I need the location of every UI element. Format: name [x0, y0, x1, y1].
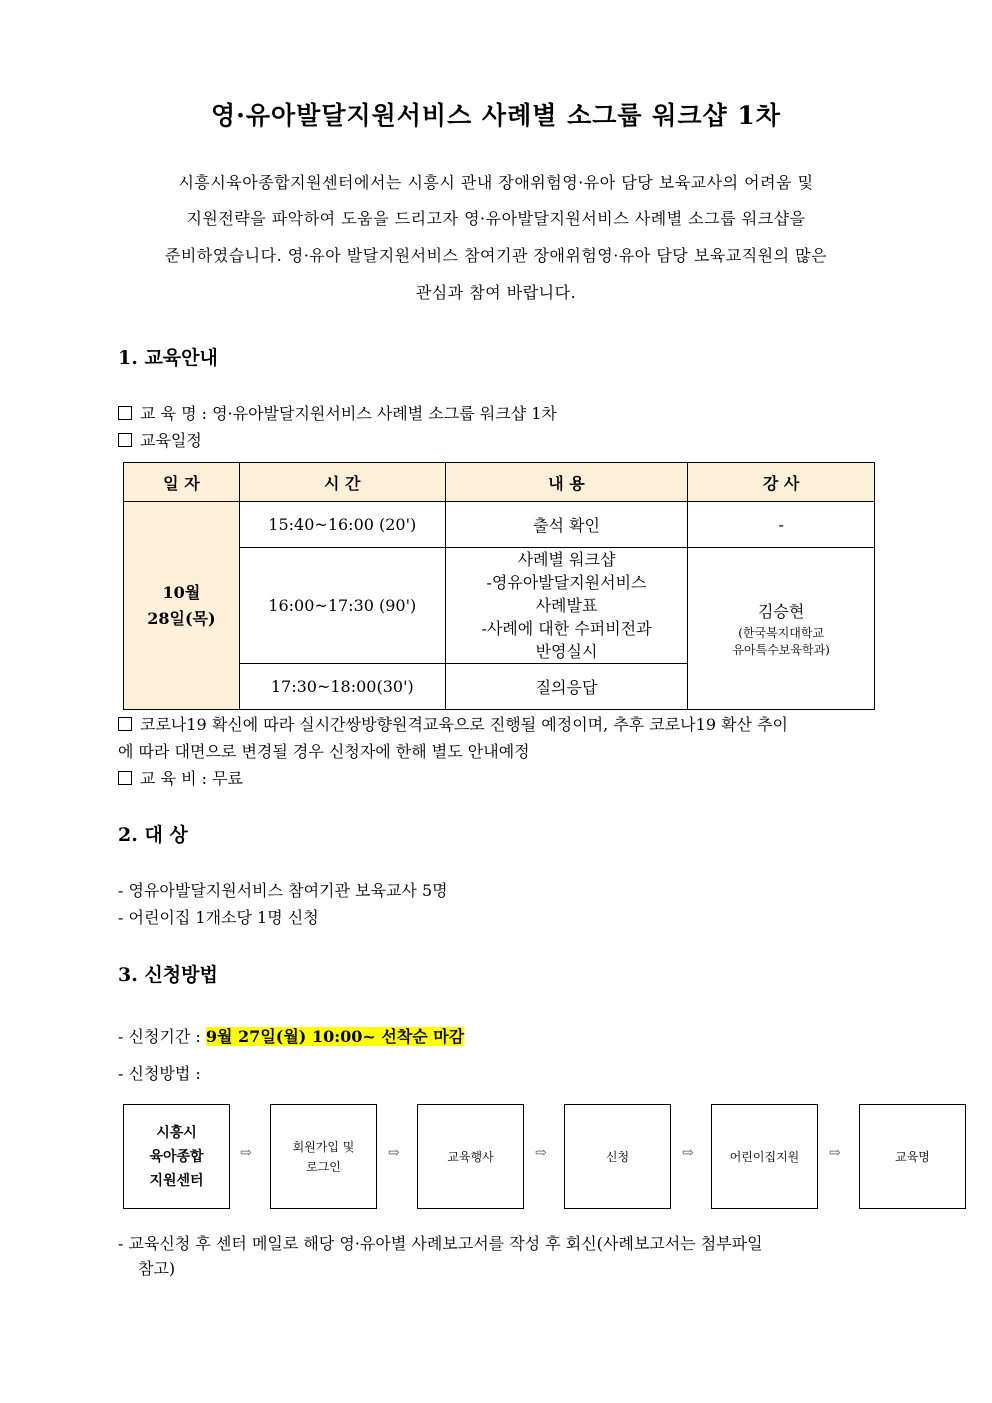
intro-line-4: 관심과 참여 바랍니다.: [415, 283, 577, 302]
step-2-box: [270, 1104, 377, 1209]
instructor-affiliation-2: 유아특수보육학과): [732, 642, 830, 657]
checkbox-icon: [118, 433, 132, 447]
header-date: 일 자: [124, 463, 240, 502]
header-content: 내 용: [445, 463, 688, 502]
schedule-table: [123, 462, 875, 710]
content-cell: 질의응답: [445, 664, 688, 710]
fee-line: [118, 766, 243, 789]
table-row: [124, 502, 875, 548]
date-day: 28일(목): [147, 608, 216, 628]
step-5-box: 어린이집지원: [711, 1104, 818, 1209]
content-line: 반영실시: [535, 642, 598, 661]
arrow-right-icon: ⇨: [682, 1145, 694, 1161]
footer-line-1: - 교육신청 후 센터 메일로 해당 영·유아별 사례보고서를 작성 후 회신(사례보고서는 첨부파일: [118, 1234, 763, 1253]
time-cell: 17:30~18:00(30'): [239, 664, 445, 710]
arrow-right-icon: ⇨: [388, 1145, 400, 1161]
method-label: - 신청방법 :: [118, 1064, 201, 1083]
date-cell: [124, 502, 240, 710]
content-line: 사례별 워크샵: [517, 550, 616, 569]
page-title: 영·유아발달지원서비스 사례별 소그룹 워크샵 1차: [211, 101, 781, 130]
content-cell: [445, 548, 688, 664]
arrow-right-icon: ⇨: [829, 1145, 841, 1161]
footer-line-2: 참고): [138, 1259, 176, 1278]
step-1-box: [123, 1104, 230, 1209]
step-text: 로그인: [306, 1159, 341, 1174]
content-line: 사례발표: [535, 596, 598, 615]
intro-line-2: 지원전략을 파악하여 도움을 드리고자 영·유아발달지원서비스 사례별 소그룹 워크샵을: [186, 209, 806, 228]
step-text: 지원센터: [149, 1172, 204, 1189]
section2-heading: 2. 대 상: [118, 824, 188, 846]
arrow-right-icon: ⇨: [535, 1145, 547, 1161]
content-cell: 출석 확인: [445, 502, 688, 548]
time-cell: 15:40~16:00 (20'): [239, 502, 445, 548]
checkbox-icon: [118, 717, 132, 731]
target-item-2: - 어린이집 1개소당 1명 신청: [118, 908, 319, 927]
edu-schedule-line: [118, 428, 202, 451]
step-6-box: 교육명: [859, 1104, 966, 1209]
step-4-box: 신청: [564, 1104, 671, 1209]
step-text: 시흥시: [156, 1124, 197, 1141]
intro-line-3: 준비하였습니다. 영·유아 발달지원서비스 참여기관 장애위험영·유아 담당 보육교직원의 많은: [164, 246, 828, 265]
fee-text: 교 육 비 : 무료: [140, 769, 244, 788]
notice-text-1: 코로나19 확신에 따라 실시간쌍방향원격교육으로 진행될 예정이며, 추후 코로나19 확산 추이: [140, 715, 788, 734]
notice-line-2: 에 따라 대면으로 변경될 경우 신청자에 한해 별도 안내예정: [118, 742, 530, 761]
section1-heading: 1. 교육안내: [118, 347, 218, 369]
header-time: 시 간: [239, 463, 445, 502]
section3-heading: 3. 신청방법: [118, 964, 218, 986]
period-label: - 신청기간 :: [118, 1027, 206, 1046]
period-value: 9월 27일(월) 10:00~ 선착순 마감: [205, 1027, 465, 1046]
arrow-right-icon: ⇨: [240, 1145, 252, 1161]
instructor-cell: -: [688, 502, 875, 548]
table-header-row: [124, 463, 875, 502]
period-line: [118, 1024, 464, 1047]
target-item-1: - 영유아발달지원서비스 참여기관 보육교사 5명: [118, 881, 448, 900]
date-month: 10월: [162, 582, 201, 602]
edu-schedule-label: 교육일정: [140, 431, 202, 450]
edu-name: 교 육 명 : 영·유아발달지원서비스 사례별 소그룹 워크샵 1차: [140, 404, 557, 423]
edu-name-line: [118, 401, 557, 424]
content-line: -영유아발달지원서비스: [486, 573, 647, 592]
content-line: -사례에 대한 수퍼비전과: [481, 619, 652, 638]
step-text: 육아종합: [149, 1148, 204, 1165]
instructor-affiliation-1: (한국복지대학교: [738, 625, 825, 640]
time-cell: 16:00~17:30 (90'): [239, 548, 445, 664]
checkbox-icon: [118, 771, 132, 785]
step-text: 회원가입 및: [292, 1139, 355, 1154]
checkbox-icon: [118, 406, 132, 420]
instructor-cell: [688, 548, 875, 710]
header-instructor: 강 사: [688, 463, 875, 502]
step-3-box: 교육행사: [417, 1104, 524, 1209]
notice-line-1: [118, 712, 788, 735]
instructor-name: 김승현: [757, 601, 805, 621]
intro-line-1: 시흥시육아종합지원센터에서는 시흥시 관내 장애위험영·유아 담당 보육교사의 어려움 및: [178, 173, 814, 192]
